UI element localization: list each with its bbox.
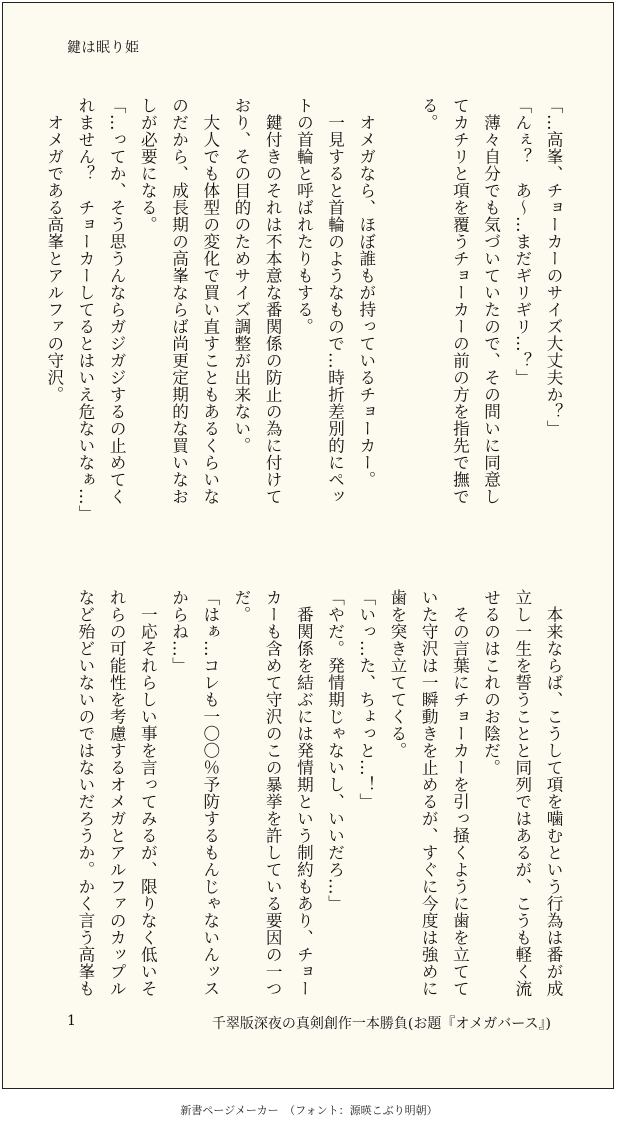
text-line: 歯を突き立ててくる。 <box>387 589 407 759</box>
text-line: カーも含めて守沢のこの暴挙を許している要因の一つ <box>263 589 283 997</box>
text-line: れらの可能性を考慮するオメガとアルファのカップル <box>107 589 127 997</box>
text-line: 「はぁ…コレも一〇〇％予防するもんじゃないんッス <box>200 589 220 997</box>
text-line: オメガなら、ほぼ誰もが持っているチョーカー。 <box>356 97 376 488</box>
text-line: トの首輪と呼ばれたりもする。 <box>294 97 314 335</box>
text-block-top <box>39 97 569 522</box>
text-line: おり、その目的のためサイズ調整が出来ない。 <box>231 97 251 454</box>
text-line: せるのはこれのお陰だ。 <box>481 589 501 776</box>
text-block-bottom <box>70 589 569 1009</box>
text-line: 立し一生を誓うことと同列ではあるが、こうも軽く流 <box>512 589 532 997</box>
text-line: 「んぇ？ あ〜…まだギリギリ…？」 <box>512 97 532 386</box>
text-line: 「…高峯、チョーカーのサイズ大丈夫か？」 <box>544 97 563 437</box>
text-line: 番関係を結ぶには発情期という制約もあり、チョー <box>294 589 314 997</box>
text-line: 大人でも体型の変化で買い直すこともあるくらいな <box>200 97 220 505</box>
text-line: からね…」 <box>169 589 189 674</box>
text-line: れません？ チョーカーしてるとはいえ危ないなぁ…」 <box>75 97 95 522</box>
app-credit: 新書ページメーカー （フォント：源暎こぶり明朝） <box>180 1104 438 1117</box>
text-line: いた守沢は一瞬動きを止めるが、すぐに今度は強めに <box>419 589 439 997</box>
text-line: 本来ならば、こうして項を噛むという行為は番が成 <box>544 589 563 997</box>
work-title: 千翠版深夜の真剣創作一本勝負(お題『オメガバース』) <box>211 1016 551 1032</box>
book-page <box>2 2 614 1089</box>
text-line: 一応それらしい事を言ってみるが、限りなく低いそ <box>138 589 158 997</box>
text-line: 薄々自分でも気づいていたので、その問いに同意し <box>481 97 501 505</box>
text-line: 「やだ。発情期じゃないし、いいだろ…」 <box>325 589 345 912</box>
text-line: 一見すると首輪のようなもので…時折差別的にペッ <box>325 97 345 505</box>
text-line: 「いっ…た、ちょっと…！」 <box>356 589 376 810</box>
text-line: しが必要になる。 <box>138 97 158 233</box>
text-line: その言葉にチョーカーを引っ掻くように歯を立てて <box>450 589 470 997</box>
text-line: など殆どいないのではないだろうか。かく言う高峯も <box>75 589 95 997</box>
text-line: 「…ってか、そう思うんならガジガジするの止めてく <box>107 97 127 505</box>
text-line: オメガである高峯とアルファの守沢。 <box>44 97 64 403</box>
running-title: 鍵は眠り姫 <box>67 40 140 56</box>
text-line: だ。 <box>231 589 251 623</box>
text-line: てカチリと項を覆うチョーカーの前の方を指先で撫で <box>450 97 470 505</box>
text-line <box>382 97 413 517</box>
text-line: る。 <box>419 97 439 131</box>
page-number: 1 <box>67 1013 76 1029</box>
text-line: 鍵付きのそれは不本意な番関係の防止の為に付けて <box>263 97 283 505</box>
text-line: のだから、成長期の高峯ならば尚更定期的な買いなお <box>169 97 189 505</box>
